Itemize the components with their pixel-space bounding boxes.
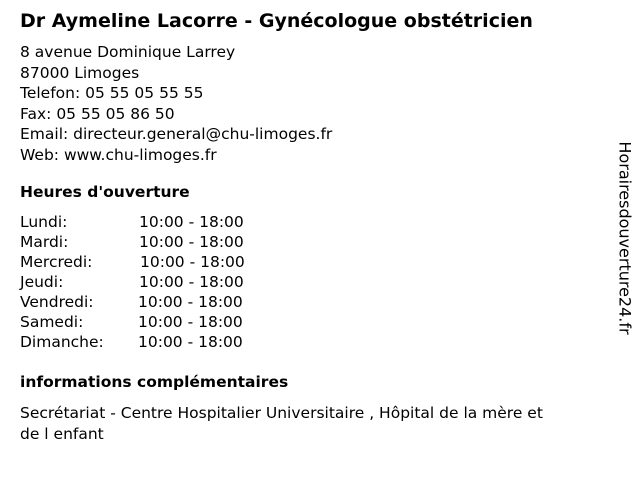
hours-row-thursday xyxy=(20,272,300,292)
day-label: Lundi: xyxy=(20,213,68,231)
time-range: 10:00 - 18:00 xyxy=(139,213,244,231)
hours-row-monday xyxy=(20,212,300,232)
hours-row-friday xyxy=(20,292,300,312)
time-range: 10:00 - 18:00 xyxy=(138,333,243,351)
time-range: 10:00 - 18:00 xyxy=(140,253,245,271)
website-url: Web: www.chu-limoges.fr xyxy=(20,145,217,164)
email-address: Email: directeur.general@chu-limoges.fr xyxy=(20,125,333,143)
address-street: 8 avenue Dominique Larrey xyxy=(20,43,236,61)
hours-row-saturday xyxy=(20,312,300,332)
hours-table xyxy=(20,212,300,352)
contact-block xyxy=(20,42,332,165)
hours-row-wednesday xyxy=(20,252,300,272)
day-label: Samedi: xyxy=(20,313,84,331)
time-range: 10:00 - 18:00 xyxy=(138,313,243,331)
address-city: 87000 Limoges xyxy=(20,63,140,82)
day-label: Dimanche: xyxy=(20,333,104,351)
time-range: 10:00 - 18:00 xyxy=(139,273,244,291)
day-label: Mardi: xyxy=(20,233,69,251)
day-label: Vendredi: xyxy=(20,293,94,311)
phone-number: Telefon: 05 55 05 55 55 xyxy=(20,84,204,102)
time-range: 10:00 - 18:00 xyxy=(138,293,243,311)
hours-row-tuesday xyxy=(20,232,300,252)
page-title: Dr Aymeline Lacorre - Gynécologue obstétricien xyxy=(20,10,533,32)
fax-number: Fax: 05 55 05 86 50 xyxy=(20,104,175,123)
info-text: Secrétariat - Centre Hospitalier Universitaire , Hôpital de la mère et de l enfant xyxy=(20,404,543,443)
day-label: Mercredi: xyxy=(20,253,93,271)
hours-row-sunday xyxy=(20,332,300,352)
hours-heading: Heures d'ouverture xyxy=(20,183,190,201)
info-heading: informations complémentaires xyxy=(20,373,289,391)
site-watermark: Horairesdouverture24.fr xyxy=(615,141,635,335)
day-label: Jeudi: xyxy=(20,273,64,291)
time-range: 10:00 - 18:00 xyxy=(139,233,244,251)
